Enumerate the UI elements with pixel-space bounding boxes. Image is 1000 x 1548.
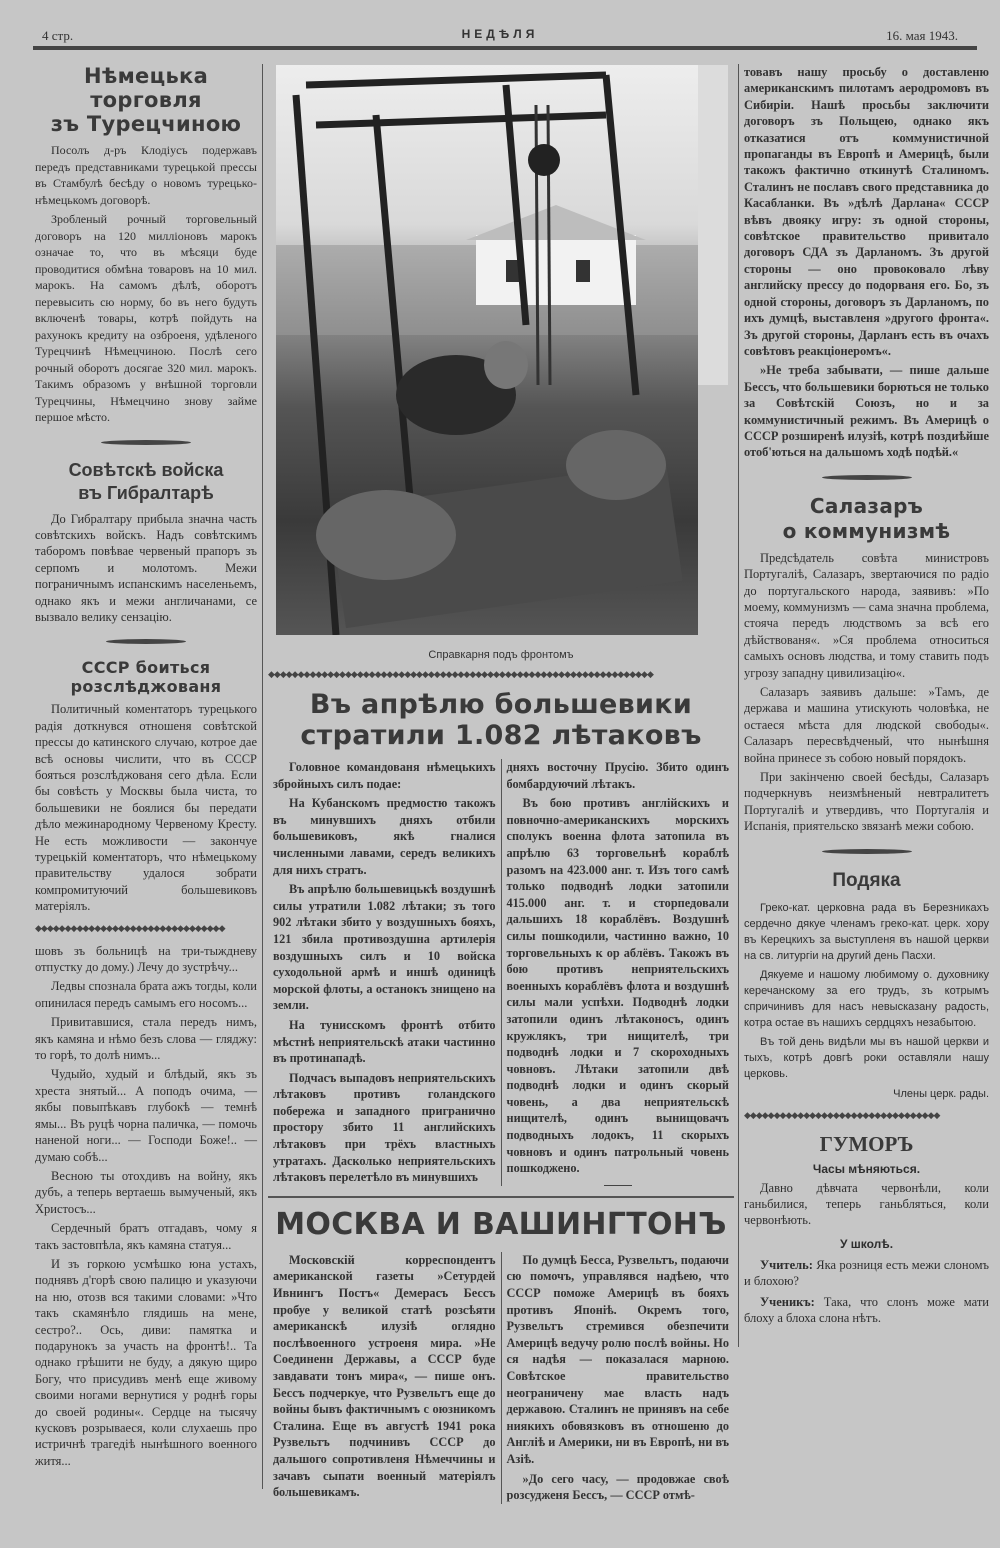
- ornament-divider: [106, 639, 186, 644]
- article-column: [268, 759, 501, 1186]
- paragraph: Посолъ д-ръ Клодіусъ подержавъ передъ представниками турецькой прессы въ Стамбулѣ бесѣду о новомъ турецько-нѣмецькомъ договорѣ.: [35, 143, 257, 207]
- title-line: зъ Турецчиною: [50, 112, 242, 136]
- photo-block: [268, 65, 734, 635]
- paragraph: »Не треба забывати, — пише дальше Бессъ, что большевики борються не только за Совѣтскій Союзъ, но и за коммунистичный режимъ. Въ Америцѣ о СССР розширенѣ илузіѣ, котрѣ поздиѣйше отоб'ються на дальшомъ ходѣ подѣй.«: [744, 363, 989, 460]
- paragraph: И зъ горкою усмѣшко юна устахъ, поднявъ д'горѣ свою палицю и указуючи на ню, отозв вся такими словами: »Что такъ скамянѣло глядишь на мене, сестро?.. Ось, диви: памятка и подарунокъ за участь на фронтѣ!.. Та однако грѣшити не буду, а дякую щиро Богу, что присудивъ менѣ еще живому своими ногами вернутися у роднѣ горы до своей родины«. Сердце на тысячу кусковъ розрываеся, коли слухаешь про истричнѣ трагедіѣ нынѣшного военного житя...: [35, 1256, 257, 1468]
- joke-text: Давно дѣвчата червонѣли, коли ганьбилися, теперь ганьбляться, коли червонѣють.: [744, 1180, 989, 1228]
- title-line: стратили 1.082 лѣтаковъ: [300, 720, 702, 751]
- article-title: Подяка: [832, 869, 901, 891]
- left-column: [35, 64, 263, 1489]
- section-rule: [268, 1196, 734, 1198]
- article-columns: [268, 1252, 734, 1504]
- dialog-line: [744, 1294, 989, 1327]
- article-german-trade: [35, 64, 257, 426]
- headline-moscow-washington: МОСКВА И ВАШИНГТОНЪ: [275, 1206, 727, 1242]
- paragraph: дняхъ восточну Прусію. Збито одинъ бомбардуючий лѣтакъ.: [506, 760, 729, 791]
- paragraph: Ледвы спознала брата ажъ тогды, коли опинилася передъ самымъ его носомъ...: [35, 979, 257, 1010]
- diamond-divider: ◆◆◆◆◆◆◆◆◆◆◆◆◆◆◆◆◆◆◆◆◆◆◆◆◆◆◆◆◆◆◆◆◆: [744, 1111, 940, 1120]
- article-column: [501, 1252, 735, 1504]
- middle-column: [268, 65, 734, 1524]
- section-title: ГУМОРЪ: [819, 1131, 914, 1156]
- paragraph: По думцѣ Бесса, Рузвельтъ, подаючи сю помочъ, управлявся надѣею, что СССР поможе Америцѣ въ бояхъ противъ Японіѣ. Окремъ того, Рузвельтъ стремився обезпечити Америцѣ ведучу ролю послѣ войны. Но ся надѣя — показалася марною. Совѣтское правительство неограничену мае власть надъ державою. Сталинъ не принявъ на себе ниякихъ обовязковъ въ отношеню до Англіѣ и Америки, ни въ Европѣ, ни въ Азіѣ.: [506, 1252, 729, 1466]
- header-rule: [33, 46, 977, 50]
- title-line: розслѣджованя: [70, 677, 222, 697]
- end-rule: [604, 1185, 632, 1186]
- paragraph: Салазаръ заявивъ дальше: »Тамъ, де держава и машина утискують чоловѣка, не остаеся мѣста для людской свободы«. Салазаръ пересвѣдченый, что нынѣшня война принесе зъ собою новый порядокъ.: [744, 685, 989, 765]
- paragraph: Предсѣдатель совѣта министровъ Португаліѣ, Салазаръ, звертаючися по радіо до португальского народа, заявивъ: »По моему, коммунизмъ — сама значна проблема, стояча передъ людствомъ за всѣ его дѣйствованя«. »Ся проблема относиться самыхъ основъ людства, и тому ставить подъ угрозу западну цивилизацію«.: [744, 550, 989, 680]
- ornament-divider: [822, 475, 912, 480]
- photo-illustration: [276, 65, 698, 635]
- joke-title: Часы мѣняються.: [812, 1161, 921, 1176]
- article-title: [35, 658, 257, 696]
- title-line: Салазаръ: [809, 493, 924, 518]
- title-line: Совѣтскѣ войска: [68, 459, 224, 480]
- paragraph: При закінченю своей бесѣды, Салазаръ подчеркнувъ неизмѣненый невтралитетъ Португаліѣ и утвердивъ, что Португалія и Испанія, приятельско звязанѣ межи собою.: [744, 770, 989, 834]
- article-title: [35, 64, 257, 136]
- paragraph: Зробленый рочный торговельный договоръ на 120 милліоновъ марокъ означае то, что въ мѣсяци буде проводитися обмѣна товаровъ на 10 мил. марокъ. На самомъ дѣлѣ, оборотъ перевысить сю норму, бо въ него будуть включенѣ товары, котрѣ пойдуть на рахунокъ кредиту на озброеня, удѣленого Турецчинѣ Нѣмецчиною. Послѣ сего рочный оборотъ досягае 320 мил. марокъ. Такимъ образомъ у внѣшной торговли Турецчины, Нѣмецчино знову займе першое мѣсто.: [35, 212, 257, 424]
- article-ussr-investigation: [35, 658, 257, 914]
- paragraph: До Гибралтару прибыла значна часть совѣтскихъ войскъ. Надъ совѣтскимъ таборомъ повѣвае червеный прапоръ зъ серпомъ и молотомъ. Межи пограничнымъ испанскимъ населеньемъ, однако якъ и межи англичанами, се вызвало велику сензацію.: [35, 511, 257, 624]
- humor-section: [744, 1130, 989, 1327]
- issue-date: 16. мая 1943.: [886, 28, 958, 43]
- paragraph: Головное командованя нѣмецькихъ збройныхъ силъ подае:: [273, 760, 496, 791]
- paragraph: Привитавшися, стала передъ нимъ, якъ камяна и нѣмо безъ слова — гляджу: то горѣ, то долѣ нимъ...: [35, 1015, 257, 1063]
- paragraph: Въ бою противъ англійскихъ и повночно-американскихъ морскихъ сполукъ военна флота затопила въ апрѣлю 63 торговельнѣ кораблѣ разомъ на 423.000 анг. т. Изъ того самѣ только подводнѣ лодки затопили 415.000 анг. т. и сторпедовали дальшихъ 18 кораблёвъ. Воздушнѣ силы пошкодили, частинно важно, 10 торговельныхъ к ор аблёвъ. Такожъ въ бою противъ неприятельскихъ военныхъ кораблёвъ флота и воздушнѣ силы мали успѣхи. Подводнѣ лодки затопили одинъ лѣтаконосъ, одинъ кружлякъ, три нищителѣ, три подводнѣ лодки и 7 скороходныхъ човновъ. Лѣтаки затопили двѣ подводнѣ лодки и одинъ скорый човень, а два неприятельскѣ нищителѣ, одинъ вынищовачъ подводныхъ лодокъ, 11 скорыхъ човновъ и одинъ патрольный човень пошкоджено.: [506, 796, 729, 1176]
- paragraph: Политичный коментаторъ турецького радія доткнувся отношеня совѣтской прессы до катинского случаю, котрое дае всѣ основы числити, что въ СССР бояться розслѣджованя сего дѣла. Если бы совѣсть у Москвы была чиста, то большевики не боялися бы передати дѣло межинародному Червеному Кресту. Не есть можливости — закончуе турецькій коментаторъ, что нѣмецькому правительству удалося зобрати компромитуючий большевиковъ матеріялъ.: [35, 702, 257, 914]
- paragraph: товавъ нашу просьбу о доставленю американскимъ пилотамъ аеродромовъ въ Сибиріи. Нашѣ просьбы заключити договоръ зъ Польщею, однако якъ отказатися отъ коммунистичной пропаганды въ Европѣ и Америцѣ, были такожъ фактично откинутѣ Сталиномъ. Сталинъ не пославъ свого представника до Касабланки. Въ »дѣлѣ Дарлана« СССР вѣвъ двояку игру: зъ одной стороны, совѣтское правительство привитало договоръ СДА зъ Дарланомъ. Зъ другой стороны — оно провоковало лѣву английску прессу до подорваня его. Бо, зъ одной стороны, договоръ зъ Дарланомъ, по ихъ думцѣ, выставленя »другого фронта«. Зъ другой стороны, Дарланъ есть въ очахъ совѣтовъ реакціонеромъ«.: [744, 65, 989, 358]
- article-salazar: [744, 494, 989, 835]
- paragraph: На тунисскомъ фронтѣ отбито мѣстнѣ неприятельскѣ атаки частинно въ протинападѣ.: [273, 1017, 496, 1066]
- paragraph: шовъ зъ больницѣ на три-тыждневу отпустку до дому.) Лечу до зустрѣчу...: [35, 943, 257, 975]
- headline-aircraft-losses: [268, 689, 734, 751]
- right-column: [738, 64, 989, 1347]
- photo-field-workshop: [276, 65, 698, 635]
- diamond-divider: ◆◆◆◆◆◆◆◆◆◆◆◆◆◆◆◆◆◆◆◆◆◆◆◆◆◆◆◆◆◆◆◆◆◆◆◆◆◆◆◆◆◆◆◆◆◆◆◆◆◆◆◆◆◆◆◆◆◆◆◆◆◆◆◆◆: [268, 671, 653, 679]
- dialog-text: Яка розниця есть межи слономъ и блохою?: [744, 1257, 990, 1289]
- moscow-continuation: [744, 64, 989, 461]
- ornament-divider: [101, 440, 191, 445]
- title-line: СССР боиться: [81, 658, 211, 678]
- paragraph: Московскій корреспондентъ американской газеты »Сетурдей Ивнингъ Постъ« Демерасъ Бессъ пробуе у великой статѣ розсѣяти американскѣ илузіѣ оглядно послѣвоенного устроеня мира. »Не Соединенн Державы, а СССР буде завдавати тонъ мира«, — пише онъ. Бессъ подчеркуе, что Рузвельтъ еще до войны бывъ фактичнымъ с оюзникомъ Сталина. Еще въ августѣ 1941 рока Рузвельтъ подчинивъ СССР до дальшого сопротивленя Нѣмеччины и зачавъ сыпати военный матеріялъ большевикамъ.: [273, 1252, 496, 1500]
- article-title: [35, 459, 257, 505]
- article-soviet-gibraltar: [35, 459, 257, 626]
- story-continuation: [35, 943, 257, 1470]
- photo-margin: [698, 65, 728, 385]
- paragraph: Дякуеме и нашому любимому о. духовнику керечанскому за его трудъ, зъ котрымъ спричинивъ для насъ невысказану радость, котра остае въ нашихъ сердцяхъ незабытою.: [744, 968, 989, 1029]
- article-column: [501, 759, 735, 1186]
- title-line: Нѣмецька: [83, 64, 209, 88]
- paragraph: »До сего часу, — продовжае своѣ розсудженя Бессъ, — СССР отмѣ-: [506, 1471, 729, 1503]
- dialog-line: [744, 1257, 989, 1290]
- article-thanks: [744, 868, 989, 1102]
- newspaper-title: НЕДѢЛЯ: [461, 27, 539, 41]
- paragraph: Греко-кат. церковна рада въ Березникахъ сердечно дякуе членамъ греко-кат. церк. хору въ Керецкихъ за выступленя въ нашой церкви на св. литургіи на другий день Пасхи.: [744, 901, 989, 962]
- ornament-divider: [822, 849, 912, 854]
- title-line: о коммунизмѣ: [782, 518, 951, 543]
- paragraph: Въ апрѣлю большевицькѣ воздушнѣ силы утратили 1.082 лѣтаки; зъ того 902 лѣтаки збито у воздушныхъ бояхъ, 121 збила противоздушна артилерія воздушныхъ силъ и 10 войска суходольной армѣ и иншѣ одиницѣ морской флоты, а останокъ знищено на земли.: [273, 882, 496, 1013]
- speaker-label: Учитель:: [760, 1257, 813, 1272]
- photo-caption: Справкарня подъ фронтомъ: [428, 649, 574, 661]
- paragraph: Сердечный братъ отгадавъ, чому я такъ застовпѣла, якъ камяна статуя...: [35, 1221, 257, 1252]
- paragraph: Подчасъ выпадовъ неприятельскихъ лѣтаковъ противъ голандского побережа и западного пригранично простору збито 11 английскихъ лѣтаковъ при трёхъ властныхъ утратахъ. Дасколько неприятельскихъ лѣтаковъ перелетѣло въ минувшихъ: [273, 1070, 496, 1185]
- title-line: торговля: [90, 88, 202, 112]
- diamond-divider: ◆◆◆◆◆◆◆◆◆◆◆◆◆◆◆◆◆◆◆◆◆◆◆◆◆◆◆◆◆◆◆◆: [35, 924, 225, 933]
- title-line: Въ апрѣлю большевики: [309, 689, 693, 720]
- title-line: въ Гибралтарѣ: [78, 482, 214, 503]
- signature: Члены церк. рады.: [893, 1087, 989, 1100]
- paragraph: На Кубанскомъ предмостю такожъ въ минувшихъ дняхъ отбили большевиковъ, якѣ гналися численными лавами, середъ великихъ для нихъ стратъ.: [273, 796, 496, 877]
- page-number: 4 стр.: [42, 28, 74, 43]
- paragraph: Чудыйо, худый и блѣдый, якъ зъ хреста знятый... А поподъ очима, — якбы повыпѣкавъ глубокѣ — темнѣ ямы... Въ руцѣ чорна паличка, — помочь наненой ноги... — Господи Боже!.. — думаю собѣ...: [35, 1067, 257, 1164]
- article-columns: [268, 759, 734, 1186]
- paragraph: Весною ты отохдивъ на войну, якъ дубъ, а теперь вертаешь вымученый, якъ Христосъ...: [35, 1168, 257, 1216]
- joke-title: У школѣ.: [839, 1236, 894, 1251]
- speaker-label: Ученикъ:: [760, 1294, 815, 1309]
- paragraph: Въ той день видѣли мы въ нашой церкви и тыхъ, котрѣ довгѣ роки оставляли нашу церковь.: [744, 1035, 989, 1080]
- dialog-text: Така, что слонъ може мати блоху а блоха слона нѣтъ.: [744, 1294, 990, 1326]
- article-column: [268, 1252, 501, 1504]
- article-title: [744, 494, 989, 544]
